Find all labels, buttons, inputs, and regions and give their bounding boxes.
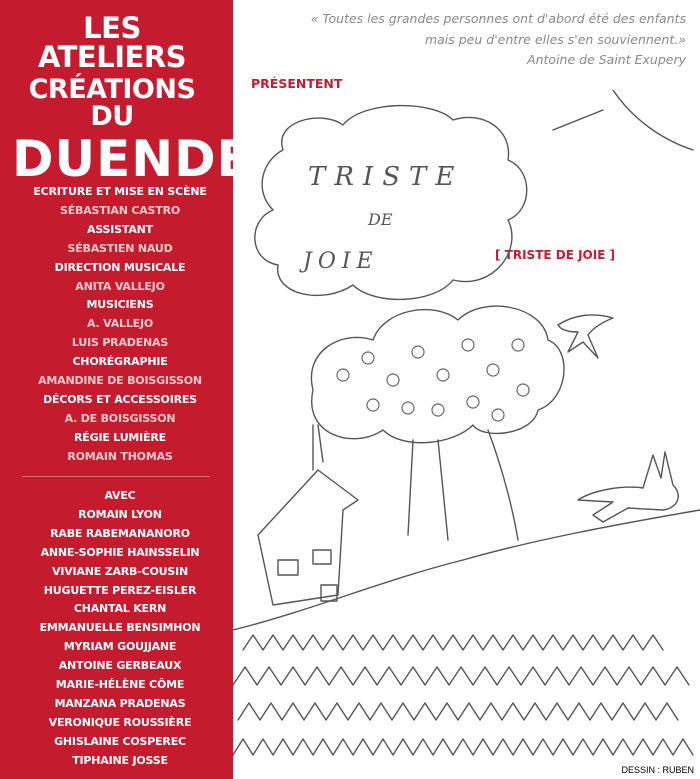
cast-member: RABE RABEMANANORO <box>50 526 190 540</box>
apple-icon <box>432 404 444 416</box>
presents-label: PRÉSENTENT <box>251 76 343 91</box>
cast-list <box>20 487 220 771</box>
house-window <box>313 550 331 564</box>
cast-member: MARIE-HÉLÈNE CÔME <box>55 678 185 692</box>
drawing-title-line-1: TRISTE <box>308 162 464 192</box>
apple-icon <box>362 352 374 364</box>
credit-name: ANITA VALLEJO <box>75 279 165 293</box>
cast-member: VERONIQUE ROUSSIÈRE <box>48 715 192 729</box>
credit-role: MUSICIENS <box>86 298 154 312</box>
apple-icon <box>402 402 414 414</box>
apple-icon <box>437 369 449 381</box>
credits-sidebar <box>0 0 252 779</box>
apple-icon <box>367 399 379 411</box>
tree-trunk <box>408 440 448 540</box>
tree-trunk <box>488 430 518 540</box>
drawing-credit: DESSIN : RUBEN <box>621 765 694 775</box>
credit-name: A. VALLEJO <box>87 317 153 331</box>
house-window <box>278 560 298 575</box>
crew-list <box>20 183 220 467</box>
cast-heading: AVEC <box>104 489 136 502</box>
chimney <box>313 425 323 470</box>
logo-line-2: CRÉATIONS DU <box>28 74 196 132</box>
cast-member: HUGUETTE PEREZ-EISLER <box>43 583 197 597</box>
sketch-line <box>553 110 603 130</box>
house-shape <box>258 470 358 605</box>
apple-icon <box>337 369 349 381</box>
drawing-title-line-3: JOIE <box>303 249 379 274</box>
apple-icon <box>467 396 479 408</box>
child-drawing-illustration <box>233 90 700 760</box>
credit-role: ECRITURE ET MISE EN SCÈNE <box>33 185 207 198</box>
grass-row <box>233 739 693 755</box>
credit-name: A. DE BOISGISSON <box>64 411 176 425</box>
credit-role: CHORÉGRAPHIE <box>72 355 168 369</box>
cast-member: EMMANUELLE BENSIMHON <box>39 621 201 635</box>
quote-author: Antoine de Saint Exupery <box>527 52 686 67</box>
quote-line-1: « Toutes les grandes personnes ont d'abord été des enfants <box>310 11 686 26</box>
logo-line-1: LES ATELIERS <box>37 11 187 74</box>
grass-row <box>238 703 678 720</box>
sketch-line <box>613 90 693 150</box>
cloud-shape <box>255 106 527 300</box>
cast-member: TIPHAINE JOSSE <box>72 753 168 767</box>
epigraph-quote <box>236 9 686 71</box>
cast-member: ROMAIN LYON <box>78 507 162 521</box>
rabbit-icon <box>578 452 678 522</box>
hill-line <box>233 510 700 630</box>
credit-role: ASSISTANT <box>87 222 153 236</box>
credit-name: AMANDINE DE BOISGISSON <box>38 374 202 388</box>
credit-role: DIRECTION MUSICALE <box>54 260 186 274</box>
apple-icon <box>517 384 529 396</box>
cast-member: ANNE-SOPHIE HAINSSELIN <box>40 545 200 559</box>
cast-member: CHANTAL KERN <box>73 602 167 616</box>
grass-row <box>233 667 689 685</box>
sidebar-divider <box>22 476 210 477</box>
cast-member: MANZANA PRADENAS <box>54 696 186 710</box>
company-logo <box>12 11 252 188</box>
credit-name: SÉBASTIAN CASTRO <box>59 203 181 217</box>
cast-member: GHISLAINE COSPEREC <box>54 734 186 748</box>
bird-icon <box>558 315 613 358</box>
cast-member: VIVIANE ZARB-COUSIN <box>52 564 188 578</box>
credit-name: SÉBASTIEN NAUD <box>67 241 173 255</box>
logo-line-3: DUENDE <box>12 130 252 188</box>
apple-icon <box>512 339 524 351</box>
apple-icon <box>412 346 424 358</box>
apple-icon <box>492 409 504 421</box>
cast-member: ANTOINE GERBEAUX <box>58 659 182 673</box>
apple-icon <box>462 339 474 351</box>
apples-group <box>337 339 529 421</box>
apple-icon <box>387 374 399 386</box>
credit-role: DÉCORS ET ACCESSOIRES <box>43 392 197 406</box>
credit-name: LUIS PRADENAS <box>71 336 169 350</box>
grass-row <box>243 635 663 650</box>
apple-icon <box>487 364 499 376</box>
quote-line-2: mais peu d'entre elles s'en souviennent.» <box>424 31 686 47</box>
cast-member: MYRIAM GOUJJANE <box>63 640 177 654</box>
drawing-title-line-2: DE <box>368 210 393 229</box>
credit-role: RÉGIE LUMIÈRE <box>74 430 166 444</box>
credit-name: ROMAIN THOMAS <box>67 449 173 463</box>
show-title: [ TRISTE DE JOIE ] <box>495 248 616 262</box>
house-door <box>321 585 337 601</box>
